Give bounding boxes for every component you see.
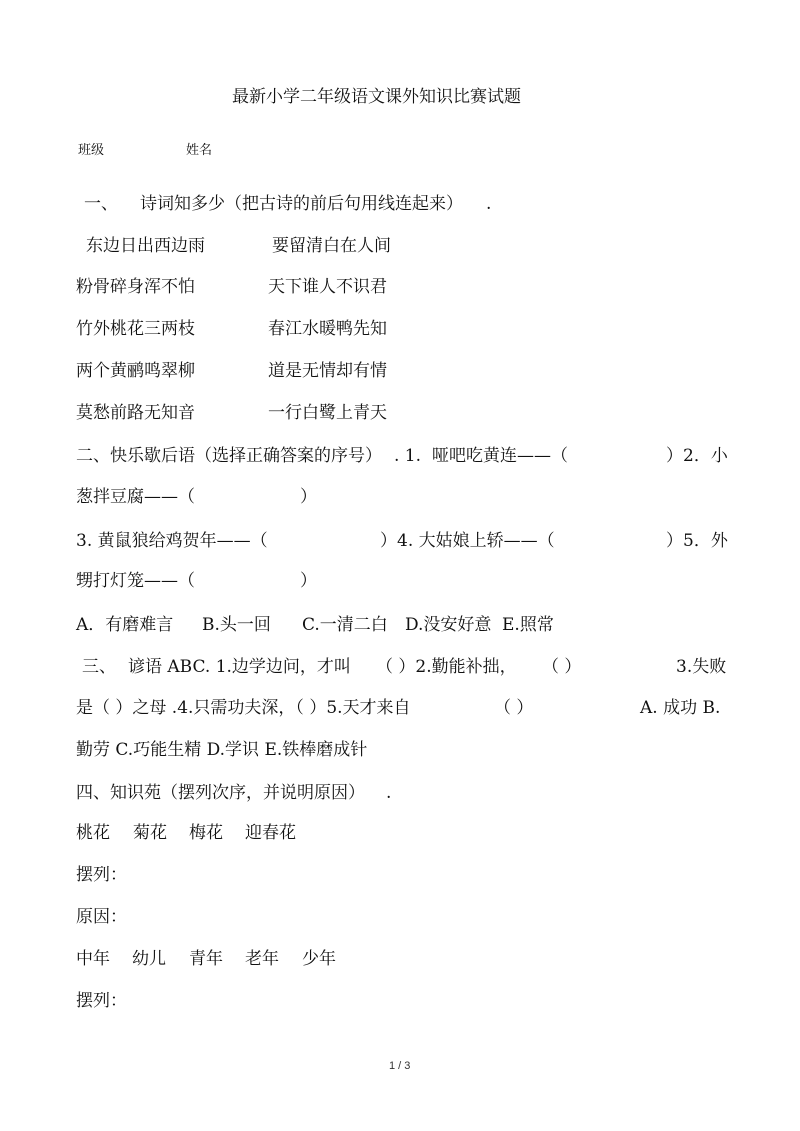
poem-left-line: 竹外桃花三两枝: [76, 319, 195, 339]
proverb-question-end: ）5．外: [666, 531, 728, 551]
proverb-bracket-close: ）: [300, 487, 317, 507]
proverb-question: 哑吧吃黄连——（: [432, 446, 568, 466]
saying-bracket: （ ）: [494, 698, 534, 718]
proverb-question: 葱拌豆腐——（: [76, 487, 195, 507]
section1-heading: 诗词知多少（把古诗的前后句用线连起来）: [140, 194, 463, 214]
section3-number: 三、: [82, 657, 116, 677]
proverb-number: . 1.: [394, 446, 422, 466]
saying-question-end: 3.失败: [676, 657, 727, 677]
saying-options: 勤劳 C.巧能生精 D.学识 E.铁棒磨成针: [76, 740, 368, 760]
proverb-question: 甥打灯笼——（: [76, 571, 195, 591]
page-title: 最新小学二年级语文课外知识比赛试题: [232, 87, 521, 107]
poem-right-line: 一行白鹭上青天: [268, 403, 387, 423]
proverb-option: E.照常: [502, 615, 554, 635]
flower-item: 迎春花: [245, 823, 296, 843]
proverb-question-end: ）2．小: [666, 446, 728, 466]
reason-label: 原因：: [76, 907, 127, 927]
saying-question: （ ）2.勤能补拙，: [376, 657, 517, 677]
poem-right-line: 天下谁人不识君: [268, 277, 387, 297]
poem-left-line: 东边日出西边雨: [86, 236, 205, 256]
poem-right-line: 春江水暖鸭先知: [268, 319, 387, 339]
arrange-label: 摆列：: [76, 991, 127, 1011]
proverb-option: A．有磨难言: [76, 615, 174, 635]
arrange-label: 摆列：: [76, 865, 127, 885]
age-item: 青年: [189, 949, 223, 969]
poem-right-line: 道是无情却有情: [268, 361, 387, 381]
proverb-question: ）4. 大姑娘上轿——（: [380, 531, 555, 551]
poem-left-line: 莫愁前路无知音: [76, 403, 195, 423]
page-number: 1 / 3: [389, 1060, 411, 1072]
proverb-option: D.没安好意: [405, 615, 492, 635]
flower-item: 菊花: [133, 823, 167, 843]
saying-bracket: （ ）: [542, 657, 582, 677]
age-item: 少年: [302, 949, 336, 969]
poem-left-line: 粉骨碎身浑不怕: [76, 277, 195, 297]
saying-options: A. 成功 B.: [640, 698, 721, 718]
section3-heading: 谚语 ABC. 1.边学边问，才叫: [128, 657, 351, 677]
proverb-option: C.一清二白: [302, 615, 388, 635]
poem-right-line: 要留清白在人间: [272, 236, 391, 256]
class-label: 班级: [78, 143, 105, 158]
poem-left-line: 两个黄鹂鸣翠柳: [76, 361, 195, 381]
age-item: 中年: [76, 949, 110, 969]
name-label: 姓名: [186, 143, 213, 158]
age-item: 幼儿: [132, 949, 166, 969]
proverb-question: 3. 黄鼠狼给鸡贺年——（: [76, 531, 268, 551]
proverb-bracket-close: ）: [300, 571, 317, 591]
saying-question: 是（ ）之母 .4.只需功夫深，（ ）5.天才来自: [76, 698, 411, 718]
section1-heading-end: .: [486, 194, 492, 214]
proverb-option: B.头一回: [202, 615, 271, 635]
age-item: 老年: [245, 949, 279, 969]
section2-heading: 二、快乐歇后语（选择正确答案的序号）: [76, 446, 382, 466]
flower-item: 桃花: [76, 823, 110, 843]
section4-heading-end: .: [386, 783, 392, 803]
section1-number: 一、: [84, 194, 118, 214]
section4-heading: 四、知识苑（摆列次序，并说明原因）: [76, 783, 365, 803]
flower-item: 梅花: [189, 823, 223, 843]
